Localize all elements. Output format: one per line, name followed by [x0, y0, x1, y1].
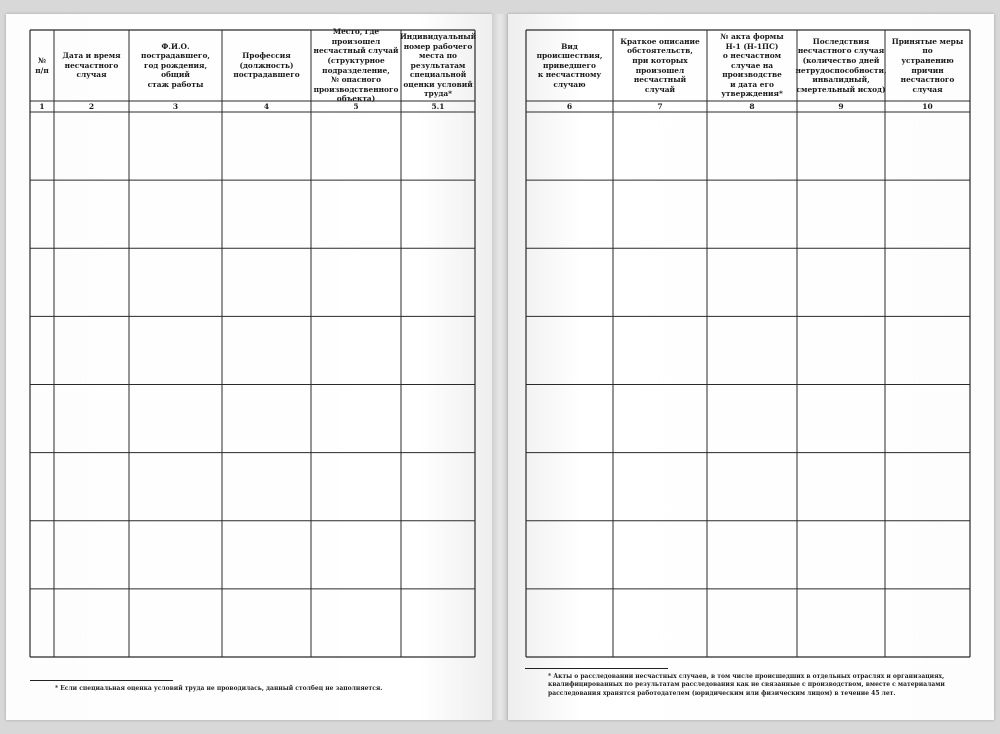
left-column-number: 1: [39, 102, 45, 111]
left-footnote: * Если специальная оценка условий труда не проводилась, данный столбец не заполняется.: [55, 685, 383, 692]
right-column-header: Краткое описание обстоятельств, при которых произошел несчастный случай: [620, 36, 700, 94]
left-column-number: 4: [263, 102, 270, 111]
right-column-number: 7: [657, 102, 663, 111]
right-column-number: 6: [566, 102, 573, 111]
right-footnote-rule: [525, 668, 668, 669]
left-column-header: Дата и время несчастного случая: [62, 51, 121, 80]
right-column-number: 8: [749, 102, 755, 111]
right-column-number: 10: [922, 102, 933, 111]
left-column-header: Ф.И.О. пострадавшего, год рождения, общий стаж работы: [141, 41, 210, 89]
right-column-header: Принятые меры по устранению причин несчастного случая: [891, 36, 964, 94]
right-column-header: Последствия несчастного случая (количество дней нетрудоспособности, инвалидный, смертельный исход): [795, 36, 887, 94]
right-column-header: № акта формы Н-1 (Н-1ПС) о несчастном случае на производстве и дата его утверждения*: [720, 31, 784, 99]
left-column-number: 3: [172, 102, 179, 111]
right-column-header: Вид происшествия, приведшего к несчастному случаю: [536, 41, 603, 89]
left-footnote-rule: [30, 680, 173, 681]
left-column-header: Индивидуальный номер рабочего места по результатам специальной оценки условий труда*: [399, 31, 477, 99]
right-footnote: * Акты о расследовании несчастных случаев, в том числе происшедших в отдельных отраслях и организациях, квалифицированных по результатам расследования как не связанные с производством, вместе с материалами расследования хранятся работодателем (юридическим или физическим лицом) в течение 45 лет.: [548, 673, 945, 697]
left-column-header: № п/п: [35, 55, 49, 75]
left-column-number: 5: [353, 102, 359, 111]
left-column-number: 2: [88, 102, 95, 111]
left-column-header: Место, где произошел несчастный случай (структурное подразделение, № опасного производственного объекта): [313, 27, 399, 104]
left-column-number: 5.1: [431, 102, 445, 111]
right-column-number: 9: [838, 102, 844, 111]
left-column-header: Профессия (должность) пострадавшего: [233, 51, 300, 80]
